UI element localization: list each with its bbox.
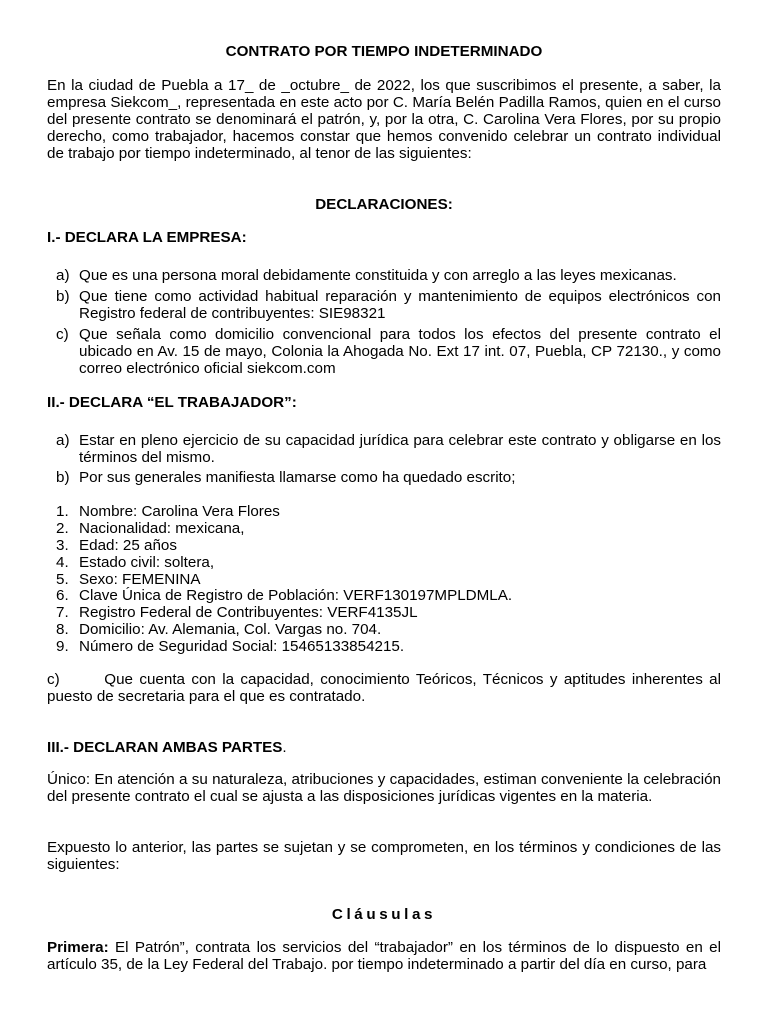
worker-data-2 xyxy=(47,520,721,537)
expuesto-paragraph: Expuesto lo anterior, las partes se sujetan y se comprometen, en los términos y condiciones de las siguientes: xyxy=(47,839,721,873)
section1-item-a xyxy=(47,267,721,284)
section1-item-c xyxy=(47,326,721,377)
list-item-text: Que es una persona moral debidamente constituida y con arreglo a las leyes mexicanas. xyxy=(79,267,677,284)
clausulas-heading: Cláusulas xyxy=(331,906,437,923)
declaraciones-heading: DECLARACIONES: xyxy=(315,196,453,213)
clausula-primera-text: El Patrón”, contrata los servicios del “trabajador” en los términos de lo dispuesto en el artículo 35, de la Ley Federal del Trabajo. por tiempo indeterminado a partir del día en curso, para xyxy=(47,939,721,973)
list-item-text: Que señala como domicilio convencional para todos los efectos del presente contrato el ubicado en Av. 15 de mayo, Colonia la Ahogada No. Ext 17 int. 07, Puebla, CP 72130., y como correo electrónico oficial siekcom.com xyxy=(79,326,721,377)
section2-item-c: c) Que cuenta con la capacidad, conocimiento Teóricos, Técnicos y aptitudes inherentes al puesto de secretaria para el que es contratado. xyxy=(47,671,721,705)
worker-data-4 xyxy=(47,554,721,571)
worker-data-8 xyxy=(47,621,721,638)
list-marker: 2. xyxy=(56,520,69,537)
intro-paragraph: En la ciudad de Puebla a 17_ de _octubre_ de 2022, los que suscribimos el presente, a saber, la empresa Siekcom_, representada en este acto por C. María Belén Padilla Ramos, quien en el curso del presente contrato se denominará el patrón, y, por la otra, C. Carolina Vera Flores, por su propio derecho, como trabajador, hacemos constar que hemos convenido celebrar un contrato individual de trabajo por tiempo indeterminado, al tenor de las siguientes: xyxy=(47,77,721,162)
list-item-text: Sexo: FEMENINA xyxy=(79,571,201,588)
list-marker: 7. xyxy=(56,604,69,621)
list-marker: 6. xyxy=(56,587,69,604)
list-item-text: Registro Federal de Contribuyentes: VERF4135JL xyxy=(79,604,418,621)
section2-item-b xyxy=(47,469,721,486)
list-item-text: Que tiene como actividad habitual reparación y mantenimiento de equipos electrónicos con Registro federal de contribuyentes: SIE98321 xyxy=(79,288,721,322)
list-marker: 8. xyxy=(56,621,69,638)
worker-data-7 xyxy=(47,604,721,621)
list-marker: 3. xyxy=(56,537,69,554)
list-marker: a) xyxy=(56,267,70,284)
clausula-primera-label: Primera: xyxy=(47,939,109,956)
list-item-text: Estado civil: soltera, xyxy=(79,554,215,571)
worker-data-6 xyxy=(47,587,721,604)
worker-data-5 xyxy=(47,571,721,588)
list-marker: b) xyxy=(56,288,70,305)
worker-data-1 xyxy=(47,503,721,520)
list-marker: 9. xyxy=(56,638,69,655)
list-marker: a) xyxy=(56,432,70,449)
section2-item-a xyxy=(47,432,721,466)
list-item-text: Domicilio: Av. Alemania, Col. Vargas no. 704. xyxy=(79,621,382,638)
list-item-text: Nombre: Carolina Vera Flores xyxy=(79,503,280,520)
list-item-text: Edad: 25 años xyxy=(79,537,177,554)
worker-data-3 xyxy=(47,537,721,554)
section3-heading-text: III.- DECLARAN AMBAS PARTES xyxy=(47,739,283,756)
list-marker: 1. xyxy=(56,503,69,520)
list-marker: b) xyxy=(56,469,70,486)
unico-paragraph: Único: En atención a su naturaleza, atribuciones y capacidades, estiman conveniente la celebración del presente contrato el cual se ajusta a las disposiciones jurídicas vigentes en la materia. xyxy=(47,771,721,805)
list-item-text: Número de Seguridad Social: 15465133854215. xyxy=(79,638,405,655)
list-item-text: Por sus generales manifiesta llamarse como ha quedado escrito; xyxy=(79,469,516,486)
document-title: CONTRATO POR TIEMPO INDETERMINADO xyxy=(225,43,543,60)
list-marker: 5. xyxy=(56,571,69,588)
list-item-text: Estar en pleno ejercicio de su capacidad jurídica para celebrar este contrato y obligarse en los términos del mismo. xyxy=(79,432,721,466)
list-marker: c) xyxy=(56,326,69,343)
section1-heading: I.- DECLARA LA EMPRESA: xyxy=(47,229,247,246)
section1-item-b xyxy=(47,288,721,322)
list-item-text: Nacionalidad: mexicana, xyxy=(79,520,245,537)
section2-heading: II.- DECLARA “EL TRABAJADOR”: xyxy=(47,394,297,411)
list-item-text: Clave Única de Registro de Población: VERF130197MPLDMLA. xyxy=(79,587,513,604)
worker-data-9 xyxy=(47,638,721,655)
section3-heading-suffix: . xyxy=(282,739,287,756)
section3-heading xyxy=(47,739,721,756)
list-marker: 4. xyxy=(56,554,69,571)
clausula-primera xyxy=(47,939,721,973)
